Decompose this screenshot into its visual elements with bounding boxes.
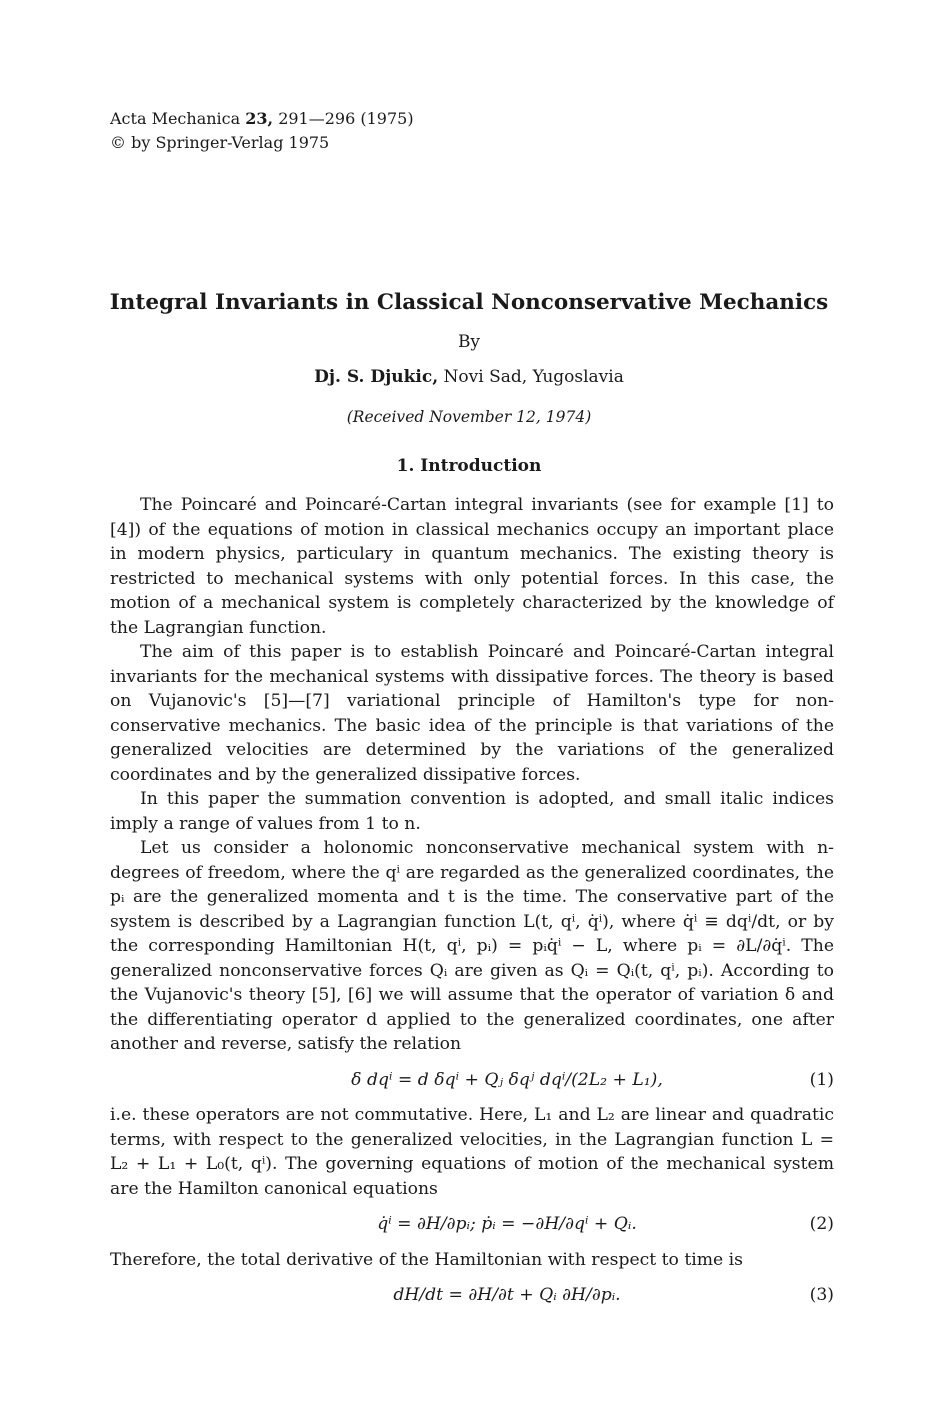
equation-expression: δ dqⁱ = d δqⁱ + Qⱼ δqʲ dqⁱ/(2L₂ + L₁), [351, 1069, 663, 1090]
paragraph: In this paper the summation convention is adopted, and small italic indices imply a range of values from 1 to n. [110, 789, 834, 834]
author-affiliation: Novi Sad, Yugoslavia [443, 367, 624, 387]
author-name: Dj. S. Djukic, [314, 367, 439, 387]
received-date: (Received November 12, 1974) [346, 408, 592, 426]
equation-expression: dH/dt = ∂H/∂t + Qᵢ ∂H/∂pᵢ. [393, 1285, 621, 1305]
paragraph: i.e. these operators are not commutative. Here, L₁ and L₂ are linear and quadratic terms, with respect to the generalized velocities, in the Lagrangian function L = L₂ + L₁ + L₀(t, qⁱ). The governing equations of motion of the mechanical system are the Hamilton canonical equations [110, 1105, 834, 1199]
by-line: By [457, 332, 481, 352]
equation-expression: q̇ⁱ = ∂H/∂pᵢ; ṗᵢ = −∂H/∂qⁱ + Qᵢ. [377, 1214, 637, 1234]
copyright-line: © by Springer-Verlag 1975 [110, 133, 330, 152]
journal-volume: 23, [245, 109, 274, 128]
equation-number: (1) [809, 1069, 834, 1090]
paragraph: Let us consider a holonomic nonconservative mechanical system with n-degrees of freedom, where the qⁱ are regarded as the generalized coordinates, the pᵢ are the generalized momenta and t is the time. The conservative part of the system is described by a Lagrangian function L(t, qⁱ, q̇ⁱ), where q̇ⁱ ≡ dqⁱ/dt, or by the corresponding Hamiltonian H(t, qⁱ, pᵢ) = pᵢq̇ⁱ − L, where pᵢ = ∂L/∂q̇ⁱ. The generalized nonconservative forces Qᵢ are given as Qᵢ = Qᵢ(t, qⁱ, pᵢ). According to the Vujanovic's theory [5], [6] we will assume that the operator of variation δ and the differentiating operator d applied to the generalized coordinates, one after another and reverse, satisfy the relation [110, 838, 834, 1054]
equation-2 [110, 1212, 834, 1237]
paper-title: Integral Invariants in Classical Nonconservative Mechanics [109, 290, 829, 315]
equation-1 [110, 1068, 834, 1093]
journal-name: Acta Mechanica [110, 109, 241, 128]
equation-number: (3) [809, 1285, 834, 1305]
section-heading: 1. Introduction [396, 456, 542, 476]
journal-citation [110, 108, 414, 130]
equation-3 [110, 1283, 834, 1308]
paragraph: Therefore, the total derivative of the Hamiltonian with respect to time is [110, 1249, 744, 1270]
journal-pages-year: 291—296 (1975) [278, 109, 414, 128]
author-line [0, 367, 938, 387]
body-text [110, 493, 834, 1308]
paragraph: The Poincaré and Poincaré-Cartan integral invariants (see for example [1] to [4]) of the equations of motion in classical mechanics occupy an important place in modern physics, particulary in quantum mechanics. The existing theory is restricted to mechanical systems with only potential forces. In this case, the motion of a mechanical system is completely characterized by the knowledge of the Lagrangian function. [110, 495, 834, 638]
equation-number: (2) [809, 1214, 834, 1234]
paragraph: The aim of this paper is to establish Poincaré and Poincaré-Cartan integral invariants for the mechanical systems with dissipative forces. The theory is based on Vujanovic's [5]—[7] variational principle of Hamilton's type for non-conservative mechanics. The basic idea of the principle is that variations of the generalized velocities are determined by the variations of the generalized coordinates and by the generalized dissipative forces. [110, 642, 834, 785]
